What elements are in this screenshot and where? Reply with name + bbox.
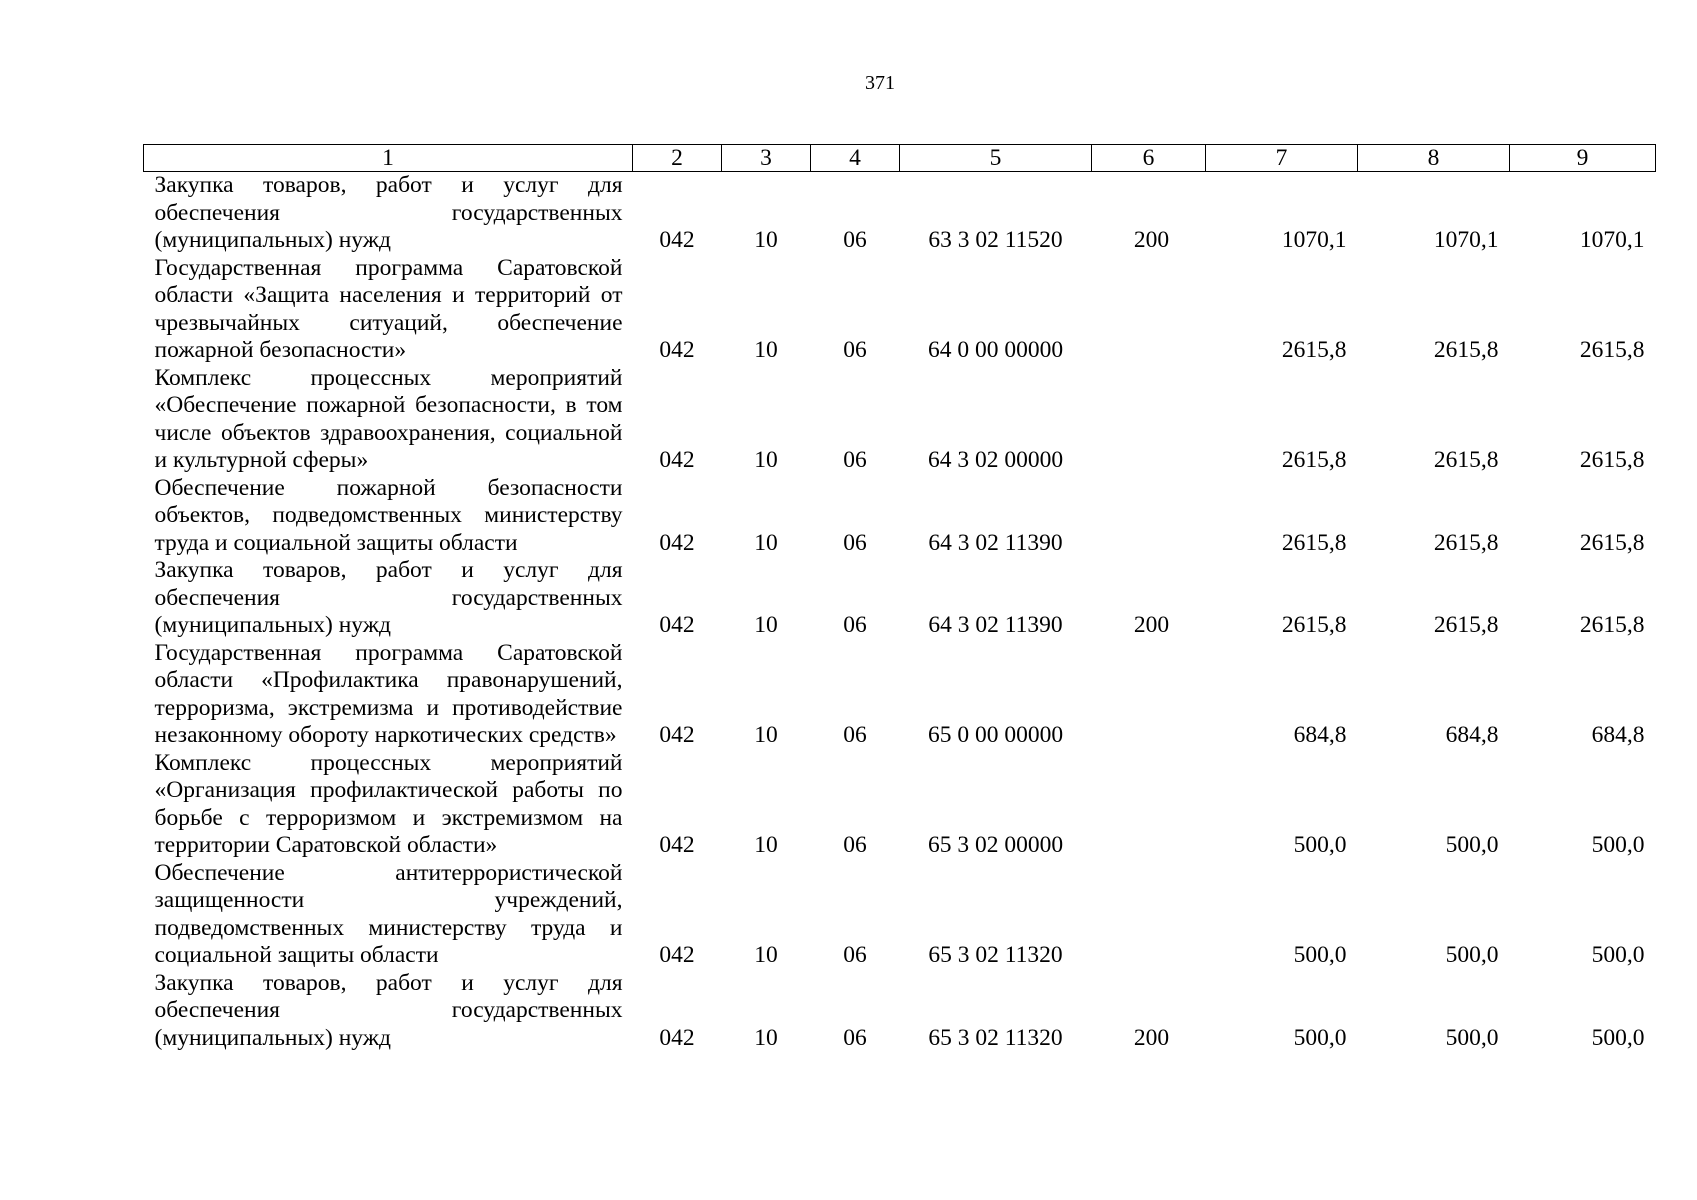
- target-code: 63 3 02 11520: [928, 227, 1063, 253]
- amount-col9: 500,0: [1591, 832, 1645, 858]
- target-code: 64 3 02 11390: [928, 612, 1063, 638]
- amount-col9: 2615,8: [1579, 337, 1645, 363]
- amount-col9: 500,0: [1591, 942, 1645, 968]
- expense-type-code: [1092, 475, 1206, 558]
- row-name: Государственная программа Саратовской области «Защита населения и территорий от чрезвычайных ситуаций, обеспечение пожарной безопасности»: [154, 254, 623, 363]
- amount-col9: 2615,8: [1579, 447, 1645, 473]
- section-code: 10: [754, 227, 778, 253]
- amount-col9: 2615,8: [1579, 612, 1645, 638]
- subsection-code: 06: [843, 447, 867, 473]
- column-header: 7: [1206, 145, 1358, 172]
- ministry-code: 042: [659, 447, 695, 473]
- column-header: 8: [1358, 145, 1510, 172]
- amount-col8: 500,0: [1445, 832, 1499, 858]
- ministry-code: 042: [659, 832, 695, 858]
- row-name: Закупка товаров, работ и услуг для обеспечения государственных (муниципальных) нужд: [154, 172, 623, 253]
- row-name: Обеспечение пожарной безопасности объектов, подведомственных министерству труда и социальной защиты области: [154, 474, 623, 556]
- column-header: 6: [1092, 145, 1206, 172]
- expense-type-code: 200: [1133, 227, 1170, 253]
- table-row: [144, 365, 1656, 475]
- table-row: [144, 172, 1656, 255]
- amount-col7: 2615,8: [1281, 337, 1347, 363]
- target-code: 65 0 00 00000: [927, 722, 1064, 748]
- table-row: [144, 640, 1656, 750]
- subsection-code: 06: [843, 337, 867, 363]
- table-row: [144, 557, 1656, 640]
- expense-type-code: [1092, 640, 1206, 750]
- subsection-code: 06: [843, 227, 867, 253]
- section-code: 10: [754, 529, 778, 556]
- row-name: Комплекс процессных мероприятий «Организация профилактической работы по борьбе с терроризмом и экстремизмом на территории Саратовской области»: [154, 749, 623, 858]
- amount-col8: 2615,8: [1433, 337, 1499, 363]
- amount-col8: 500,0: [1445, 942, 1499, 968]
- ministry-code: 042: [659, 337, 695, 363]
- table-header: [144, 145, 1656, 172]
- amount-col8: 500,0: [1445, 1024, 1499, 1051]
- amount-col7: 2615,8: [1281, 529, 1347, 556]
- budget-table: [143, 144, 1656, 1052]
- table-row: [144, 475, 1656, 558]
- row-name: Комплекс процессных мероприятий «Обеспечение пожарной безопасности, в том числе объектов здравоохранения, социальной и культурной сферы»: [154, 364, 623, 473]
- column-number-row: [144, 145, 1656, 172]
- table-row: [144, 255, 1656, 365]
- ministry-code: 042: [659, 529, 695, 556]
- amount-col7: 1070,1: [1281, 227, 1347, 253]
- amount-col7: 500,0: [1293, 1024, 1347, 1051]
- ministry-code: 042: [659, 942, 695, 968]
- amount-col8: 1070,1: [1433, 227, 1499, 253]
- amount-col7: 500,0: [1293, 832, 1347, 858]
- target-code: 65 3 02 11320: [928, 942, 1063, 968]
- column-header: 4: [811, 145, 900, 172]
- ministry-code: 042: [659, 612, 695, 638]
- amount-col9: 500,0: [1591, 1024, 1645, 1051]
- section-code: 10: [754, 337, 778, 363]
- amount-col8: 684,8: [1445, 722, 1499, 748]
- target-code: 64 3 02 00000: [927, 447, 1064, 473]
- subsection-code: 06: [843, 942, 867, 968]
- amount-col7: 500,0: [1293, 942, 1347, 968]
- amount-col7: 684,8: [1293, 722, 1347, 748]
- subsection-code: 06: [843, 832, 867, 858]
- amount-col8: 2615,8: [1433, 529, 1499, 556]
- expense-type-code: [1092, 365, 1206, 475]
- amount-col9: 1070,1: [1579, 227, 1645, 253]
- row-name: Закупка товаров, работ и услуг для обеспечения государственных (муниципальных) нужд: [154, 557, 623, 638]
- amount-col8: 2615,8: [1433, 447, 1499, 473]
- section-code: 10: [754, 832, 778, 858]
- amount-col9: 2615,8: [1579, 529, 1645, 556]
- table-row: [144, 970, 1656, 1053]
- column-header: 5: [900, 145, 1092, 172]
- section-code: 10: [754, 942, 778, 968]
- ministry-code: 042: [659, 722, 695, 748]
- row-name: Закупка товаров, работ и услуг для обеспечения государственных (муниципальных) нужд: [154, 969, 623, 1051]
- table-row: [144, 860, 1656, 970]
- expense-type-code: [1092, 750, 1206, 860]
- table-body: [144, 172, 1656, 1053]
- expense-type-code: [1092, 860, 1206, 970]
- subsection-code: 06: [843, 612, 867, 638]
- amount-col8: 2615,8: [1433, 612, 1499, 638]
- section-code: 10: [754, 1024, 778, 1051]
- row-name: Обеспечение антитеррористической защищенности учреждений, подведомственных министерству труда и социальной защиты области: [154, 859, 623, 968]
- page-number: 371: [865, 72, 895, 94]
- section-code: 10: [754, 447, 778, 473]
- amount-col7: 2615,8: [1281, 447, 1347, 473]
- expense-type-code: 200: [1133, 1024, 1170, 1051]
- row-name: Государственная программа Саратовской области «Профилактика правонарушений, терроризма, экстремизма и противодействие незаконному обороту наркотических средств»: [154, 639, 623, 748]
- ministry-code: 042: [659, 227, 695, 253]
- target-code: 64 0 00 00000: [927, 337, 1064, 363]
- expense-type-code: [1092, 255, 1206, 365]
- table-row: [144, 750, 1656, 860]
- subsection-code: 06: [843, 529, 867, 556]
- column-header: 9: [1510, 145, 1656, 172]
- ministry-code: 042: [659, 1024, 695, 1051]
- target-code: 64 3 02 11390: [928, 529, 1063, 556]
- column-header: 1: [144, 145, 633, 172]
- amount-col9: 684,8: [1591, 722, 1645, 748]
- column-header: 2: [633, 145, 722, 172]
- section-code: 10: [754, 722, 778, 748]
- target-code: 65 3 02 00000: [927, 832, 1064, 858]
- subsection-code: 06: [843, 722, 867, 748]
- target-code: 65 3 02 11320: [928, 1024, 1063, 1051]
- column-header: 3: [722, 145, 811, 172]
- subsection-code: 06: [843, 1024, 867, 1051]
- expense-type-code: 200: [1133, 612, 1170, 638]
- amount-col7: 2615,8: [1281, 612, 1347, 638]
- section-code: 10: [754, 612, 778, 638]
